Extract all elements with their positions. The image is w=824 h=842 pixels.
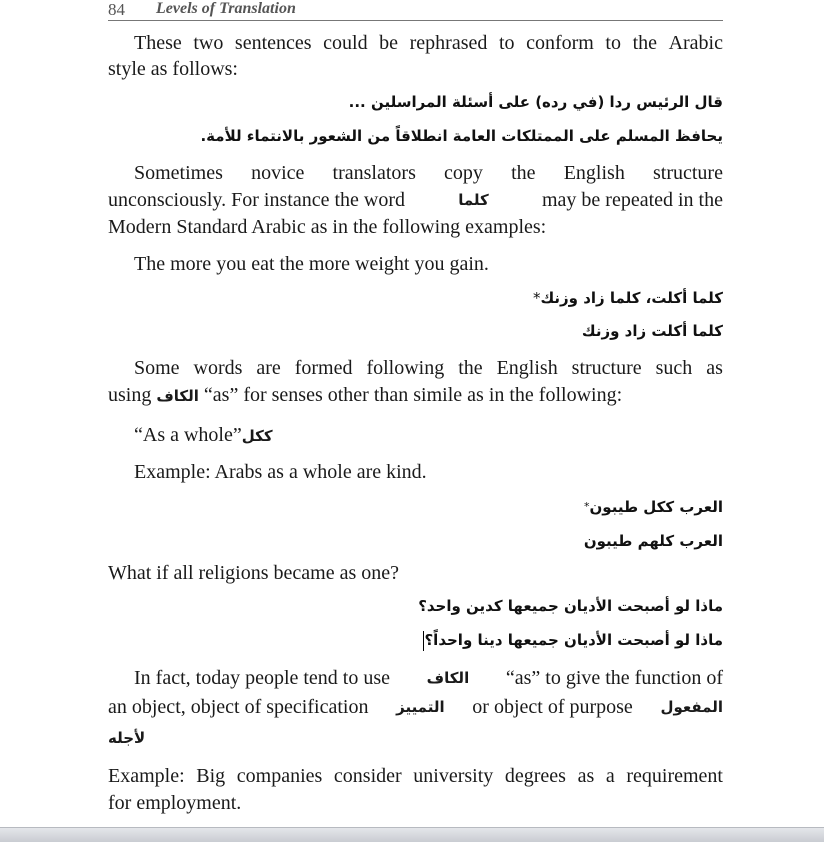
english-example-2: Example: Arabs as a whole are kind. (134, 461, 427, 483)
arabic-term-liajlih: لأجله (108, 729, 146, 747)
p3-line2: using الكاف “as” for senses other than simile as in the following: (108, 384, 623, 406)
arabic-term-tamyiz: التمييز (396, 698, 445, 716)
english-example-1: The more you eat the more weight you gain. (134, 253, 489, 275)
arabic-example-7: ماذا لو أصبحت الأديان جميعها كدين واحد؟ (418, 597, 723, 615)
p3-line1: Some words are formed following the English structure such as (134, 357, 723, 379)
running-title: Levels of Translation (156, 0, 296, 17)
p4-line2: an object, object of specification التمييز or object of purpose المفعول (108, 696, 723, 718)
p1-line1: These two sentences could be rephrased to conform to the Arabic (134, 32, 723, 54)
p2-line3: Modern Standard Arabic as in the following examples: (108, 216, 547, 238)
p1-line2: style as follows: (108, 58, 238, 80)
arabic-example-4: كلما أكلت زاد وزنك (581, 322, 723, 340)
arabic-example-6: العرب كلهم طيبون (583, 532, 723, 550)
arabic-example-8: ماذا لو أصبحت الأديان جميعها دينا واحداً؟ (424, 631, 723, 649)
p4-line1: In fact, today people tend to use الكاف “as” to give the function of (134, 667, 723, 689)
arabic-term-mafool: المفعول (660, 698, 723, 716)
question-line: What if all religions became as one? (108, 562, 399, 584)
ex3-line1: Example: Big companies consider university degrees as a requirement (108, 765, 723, 787)
arabic-example-3: كلما أكلت، كلما زاد وزنك* (532, 289, 723, 307)
page-header (108, 0, 723, 21)
arabic-example-1: قال الرئيس ردا (في رده) على أسئلة المراسلين ... (348, 93, 723, 111)
arabic-term-kaf-2: الكاف (426, 669, 470, 687)
as-a-whole-line: “As a whole”ككل (134, 424, 273, 446)
window-bottom-bar (0, 827, 824, 842)
ex3-line2: for employment. (108, 792, 242, 814)
p2-line2: unconsciously. For instance the word كلما may be repeated in the (108, 189, 723, 211)
arabic-term-kakull: ككل (241, 427, 273, 445)
arabic-example-5: العرب ككل طيبون* (583, 498, 723, 516)
p4-line3 (108, 725, 145, 750)
p2-line1: Sometimes novice translators copy the English structure (134, 162, 723, 184)
page-number: 84 (108, 0, 125, 19)
arabic-example-2: يحافظ المسلم على الممتلكات العامة انطلاقاً من الشعور بالانتماء للأمة. (200, 127, 723, 145)
arabic-term-kullama: كلما (458, 191, 489, 209)
arabic-term-kaf: الكاف (156, 387, 199, 405)
